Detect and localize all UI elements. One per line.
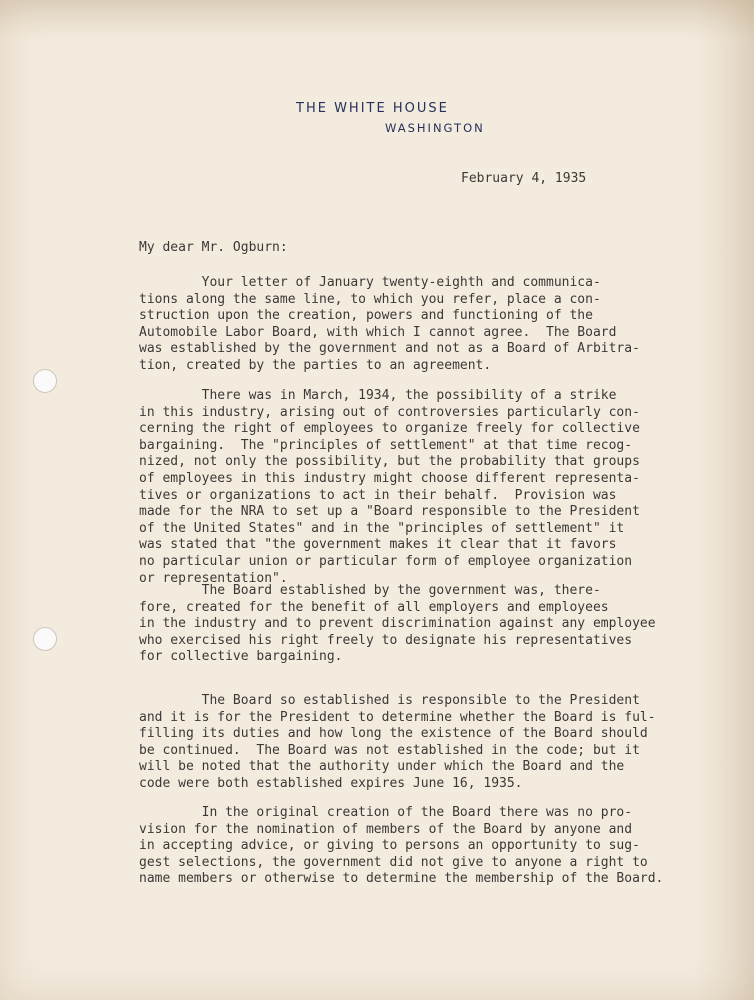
text-line: was stated that "the government makes it clear that it favors xyxy=(139,537,617,553)
paper-shading-edge xyxy=(694,0,754,1000)
text-line: name members or otherwise to determine the membership of the Board. xyxy=(139,871,664,887)
text-line: cerning the right of employees to organize freely for collective xyxy=(139,421,640,437)
text-line: The Board so established is responsible to the President xyxy=(139,693,640,708)
text-line: tives or organizations to act in their behalf. Provision was xyxy=(139,487,617,503)
text-line: of the United States" and in the "principles of settlement" it xyxy=(139,520,625,536)
text-line: made for the NRA to set up a "Board responsible to the President xyxy=(139,504,640,520)
text-line: The Board established by the government was, there- xyxy=(139,583,601,598)
text-line: struction upon the creation, powers and functioning of the xyxy=(139,308,593,324)
letter-date: February 4, 1935 xyxy=(461,171,587,186)
text-line: fore, created for the benefit of all employers and employees xyxy=(139,599,609,615)
text-line: of employees in this industry might choose different representa- xyxy=(139,470,640,486)
text-line: in this industry, arising out of controversies particularly con- xyxy=(139,404,640,420)
body-paragraph xyxy=(139,693,656,793)
body-paragraph xyxy=(139,275,640,375)
text-line: nized, not only the possibility, but the probability that groups xyxy=(139,454,640,470)
text-line: for collective bargaining. xyxy=(139,649,343,665)
text-line: be continued. The Board was not established in the code; but it xyxy=(139,742,640,758)
letterhead-title: THE WHITE HOUSE xyxy=(296,101,449,116)
letterhead-city: WASHINGTON xyxy=(385,121,485,135)
punch-hole-upper xyxy=(33,369,57,393)
text-line: gest selections, the government did not give to anyone a right to xyxy=(139,854,648,870)
text-line: tion, created by the parties to an agreement. xyxy=(139,357,492,373)
body-paragraph xyxy=(139,805,663,888)
text-line: Automobile Labor Board, with which I cannot agree. The Board xyxy=(139,324,617,340)
text-line: or representation". xyxy=(139,570,288,586)
salutation: My dear Mr. Ogburn: xyxy=(139,240,288,255)
text-line: filling its duties and how long the existence of the Board should xyxy=(139,726,648,742)
text-line: In the original creation of the Board there was no pro- xyxy=(139,805,633,820)
body-paragraph xyxy=(139,583,656,666)
text-line: Your letter of January twenty-eighth and communica- xyxy=(139,275,601,290)
paper-shading-top xyxy=(0,0,754,40)
text-line: code were both established expires June 16, 1935. xyxy=(139,775,523,791)
text-line: bargaining. The "principles of settlement" at that time recog- xyxy=(139,437,633,453)
text-line: will be noted that the authority under which the Board and the xyxy=(139,759,625,775)
text-line: was established by the government and not as a Board of Arbitra- xyxy=(139,341,640,357)
punch-hole-lower xyxy=(33,627,57,651)
body-paragraph xyxy=(139,388,640,587)
text-line: in accepting advice, or giving to persons an opportunity to sug- xyxy=(139,838,640,854)
text-line: who exercised his right freely to designate his representatives xyxy=(139,632,633,648)
text-line: There was in March, 1934, the possibility of a strike xyxy=(139,388,617,403)
text-line: tions along the same line, to which you refer, place a con- xyxy=(139,291,601,307)
text-line: no particular union or particular form of employee organization xyxy=(139,553,633,569)
text-line: and it is for the President to determine whether the Board is ful- xyxy=(139,709,656,725)
text-line: vision for the nomination of members of the Board by anyone and xyxy=(139,821,633,837)
text-line: in the industry and to prevent discrimination against any employee xyxy=(139,616,656,632)
